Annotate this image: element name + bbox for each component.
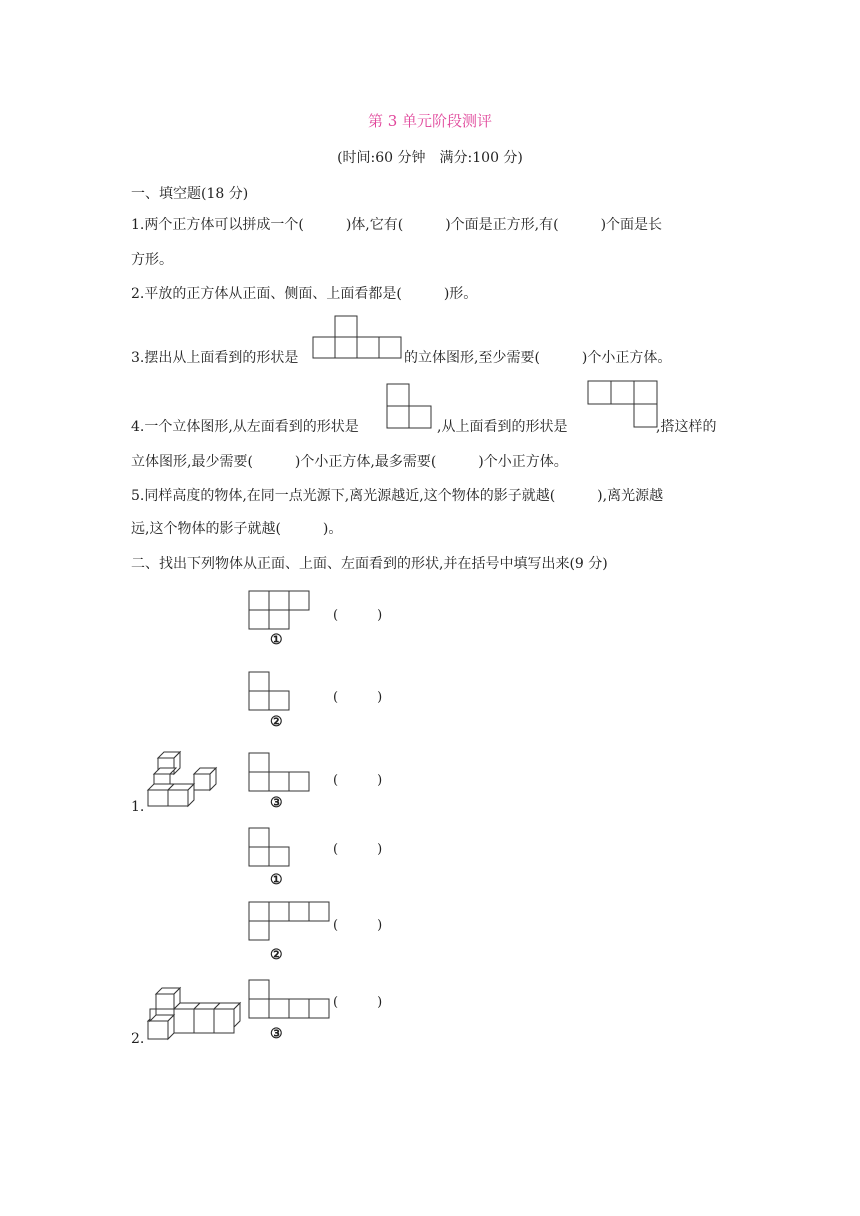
section-1-heading: 一、填空题(18 分) xyxy=(131,186,249,202)
q4-left-view-figure xyxy=(387,384,437,430)
item2-view-2-number: ② xyxy=(270,947,283,963)
question-1-line-2: 方形。 xyxy=(131,252,173,268)
item1-view-2-number: ② xyxy=(270,714,283,730)
item1-view-2-figure xyxy=(249,672,293,714)
item1-view-3-figure xyxy=(249,753,311,795)
item2-view-1-number: ① xyxy=(270,872,283,888)
item1-view-2-answer-blank[interactable]: ( ) xyxy=(333,690,383,705)
question-3-text-b: 的立体图形,至少需要( )个小正方体。 xyxy=(404,350,672,366)
question-4-text-b: ,从上面看到的形状是 xyxy=(437,419,568,435)
page-title: 第 3 单元阶段测评 xyxy=(367,112,493,130)
item2-label: 2. xyxy=(131,1031,145,1047)
question-1-line-1: 1.两个正方体可以拼成一个( )体,它有( )个面是正方形,有( )个面是长 xyxy=(131,217,663,233)
item1-view-3-number: ③ xyxy=(270,795,283,811)
item2-view-3-number: ③ xyxy=(270,1026,283,1042)
item2-view-2-figure xyxy=(249,902,333,944)
question-4-text-a: 4.一个立体图形,从左面看到的形状是 xyxy=(131,419,359,435)
item2-view-1-figure xyxy=(249,828,293,870)
item1-label: 1. xyxy=(131,799,145,815)
question-4-line-2: 立体图形,最少需要( )个小正方体,最多需要( )个小正方体。 xyxy=(131,454,568,470)
item2-view-2-answer-blank[interactable]: ( ) xyxy=(333,918,383,933)
item2-view-1-answer-blank[interactable]: ( ) xyxy=(333,842,383,857)
q4-top-view-figure xyxy=(588,381,660,429)
question-2: 2.平放的正方体从正面、侧面、上面看都是( )形。 xyxy=(131,286,478,302)
item2-3d-shape xyxy=(130,985,245,1043)
q3-top-view-figure xyxy=(313,316,403,360)
question-4-text-c: ,搭这样的 xyxy=(656,419,717,435)
item1-view-1-answer-blank[interactable]: ( ) xyxy=(333,608,383,623)
item2-view-3-answer-blank[interactable]: ( ) xyxy=(333,995,383,1010)
question-3-text-a: 3.摆出从上面看到的形状是 xyxy=(131,350,299,366)
item1-view-3-answer-blank[interactable]: ( ) xyxy=(333,773,383,788)
item2-view-3-figure xyxy=(249,980,333,1022)
question-5-line-2: 远,这个物体的影子就越( )。 xyxy=(131,521,343,537)
question-5-line-1: 5.同样高度的物体,在同一点光源下,离光源越近,这个物体的影子就越( ),离光源越 xyxy=(131,488,664,504)
item1-view-1-figure xyxy=(249,591,311,633)
item1-view-1-number: ① xyxy=(270,632,283,648)
section-2-heading: 二、找出下列物体从正面、上面、左面看到的形状,并在括号中填写出来(9 分) xyxy=(131,556,608,572)
page-subtitle: (时间:60 分钟 满分:100 分) xyxy=(337,150,523,166)
